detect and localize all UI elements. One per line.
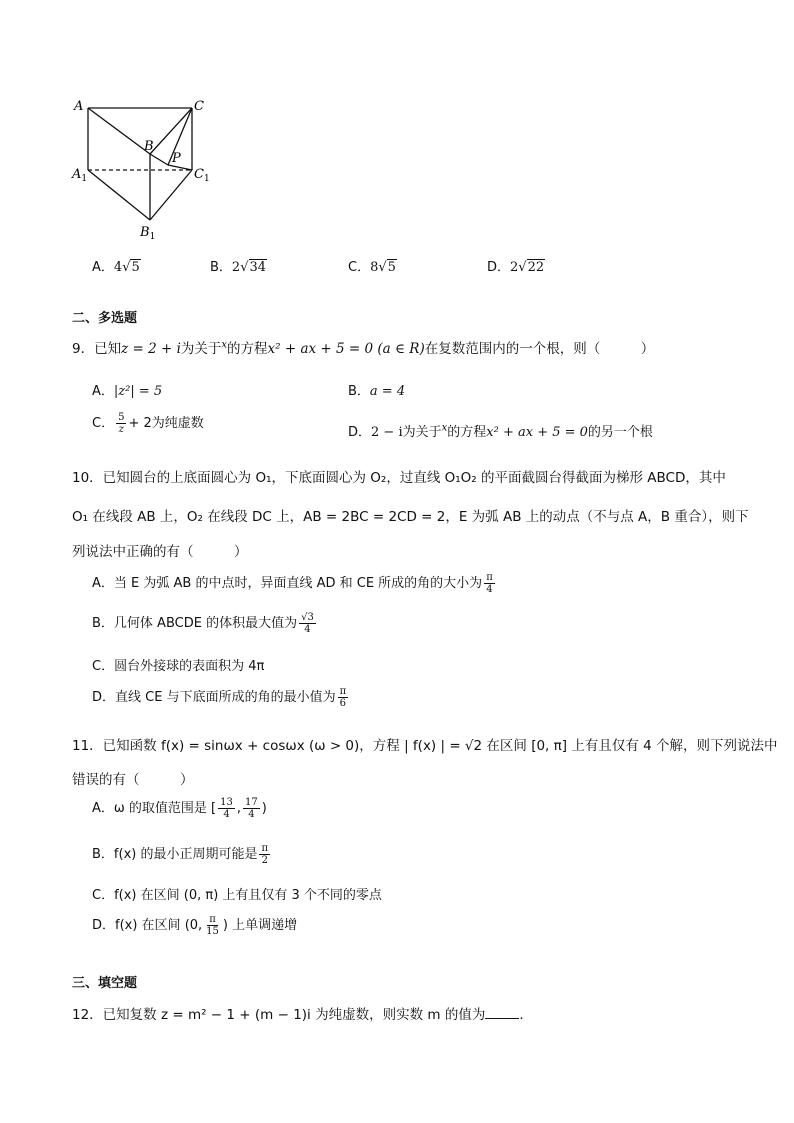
q9-option-c: C． $\frac{5}{z}$ + 2为纯虚数 [92,412,204,435]
q10-option-b: B．几何体 ABCDE 的体积最大值为 $\frac{√3}{4}$ [92,612,314,635]
q10-stem-line3: 列说法中正确的有（ ） [72,544,248,560]
q11-option-d: D．f(x) 在区间 (0, $\frac{\pi}{15}$ ) 上单调递增 [92,914,298,937]
q10-option-d: D．直线 CE 与下底面所成的角的最小值为 $\frac{\pi}{6}$ [92,686,347,709]
q11-option-c: C．f(x) 在区间 (0, π) 上有且仅有 3 个不同的零点 [92,888,382,903]
edge-A1B1 [88,170,150,220]
q12-stem: 12．已知复数 z = m² − 1 + (m − 1)i 为纯虚数，则实数 m 的值为 . [72,1007,524,1023]
label-P: P [172,151,181,166]
q8-option-a: A．4√5 [92,260,140,275]
edge-BC [150,108,192,154]
section-title-multiple-choice: 二、多选题 [72,311,138,326]
q11-stem-line1: 11．已知函数 f(x) = sinωx + cosωx (ω > 0)，方程 | f(x) | = √2 在区间 [0, π] 上有且仅有 4 个解，则下列说法中 [72,738,778,754]
q10-stem-line2: O₁ 在线段 AB 上，O₂ 在线段 DC 上，AB = 2BC = 2CD = 2，E 为弧 AB 上的动点（不与点 A，B 重合），则下 [72,509,749,525]
label-B: B [144,139,154,154]
q10-stem-line1: 10．已知圆台的上底面圆心为 O₁，下底面圆心为 O₂，过直线 O₁O₂ 的平面截圆台得截面为梯形 ABCD，其中 [72,470,726,486]
q10-option-c: C．圆台外接球的表面积为 4π [92,659,265,674]
q9-stem: 9．已知z = 2 + i为关于$^x$的方程x² + ax + 5 = 0 (a ∈ R)在复数范围内的一个根，则（ ） [72,339,655,357]
prism-figure [60,90,230,240]
q11-option-a: A．ω 的取值范围是 [ $\frac{13}{4}$ , $\frac{17}{4}$ ) [92,797,267,820]
q9-option-a: A．|z²| = 5 [92,384,163,399]
label-B1: $B_1$ [140,225,156,240]
q8-option-c: C．8√5 [348,260,396,275]
q9-option-b: B．a = 4 [348,384,406,399]
q8-option-d: D．2√22 [487,260,545,275]
q11-option-b: B．f(x) 的最小正周期可能是 $\frac{\pi}{2}$ [92,843,269,866]
edge-B1C1 [150,170,192,220]
label-A1: $A_1$ [72,167,88,184]
label-C: C [194,99,204,114]
q9-option-d: D．2 − i为关于$^x$的方程x² + ax + 5 = 0的另一个根 [348,422,653,440]
q8-option-b: B．2√34 [210,260,267,275]
section-title-fill-in: 三、填空题 [72,976,138,991]
edge-AB [88,108,150,154]
edge-BP [150,154,168,165]
q12-answer-blank[interactable] [485,1006,519,1019]
q11-stem-line2: 错误的有（ ） [72,772,194,788]
q10-option-a: A．当 E 为弧 AB 的中点时，异面直线 AD 和 CE 所成的角的大小为 $\frac{\pi}{4}$ [92,572,493,595]
label-C1: $C_1$ [194,167,210,184]
label-A: A [74,99,84,114]
